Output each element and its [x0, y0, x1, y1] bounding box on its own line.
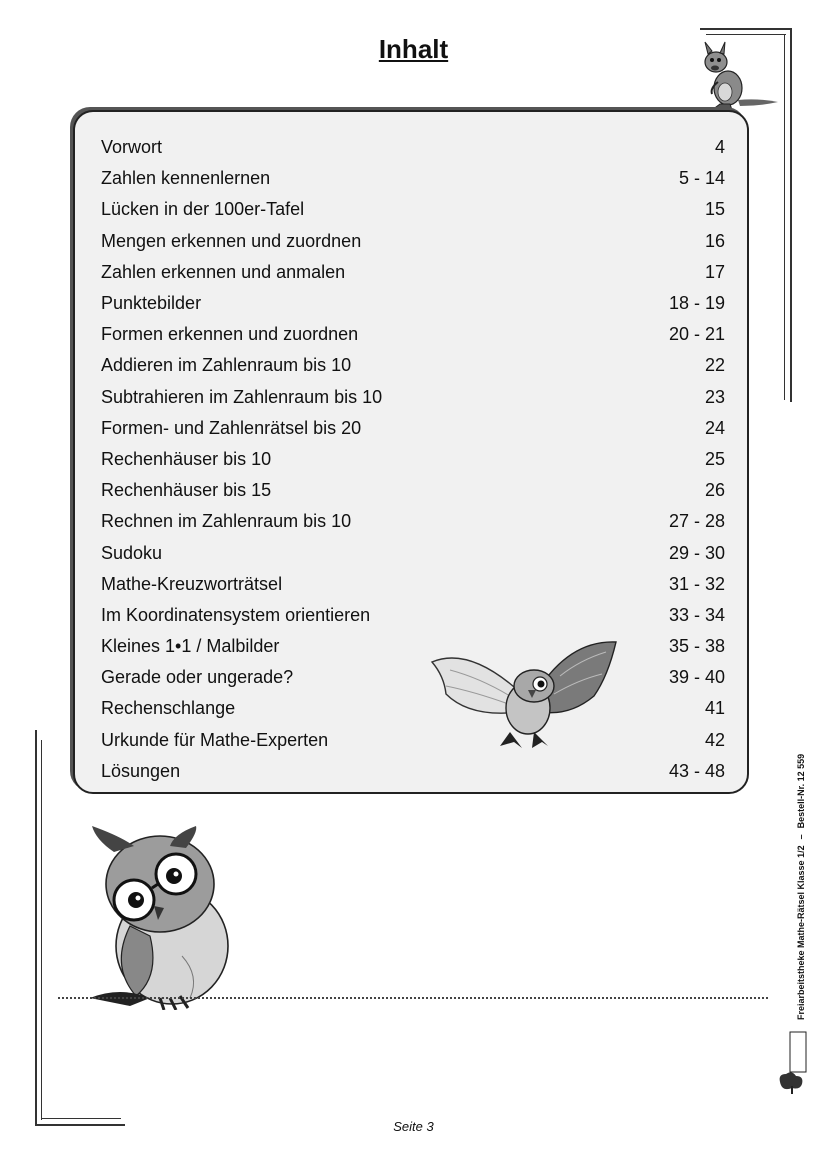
toc-entry-title: Formen- und Zahlenrätsel bis 20	[101, 417, 362, 438]
dotted-divider	[58, 997, 768, 999]
toc-entry-title: Im Koordinatensystem orientieren	[101, 604, 371, 625]
toc-entry-title: Punktebilder	[101, 293, 202, 314]
toc-entry-title: Vorwort	[101, 137, 163, 158]
kangaroo-illustration	[698, 40, 780, 112]
toc-entry	[101, 132, 725, 163]
toc-entry-title: Formen erkennen und zuordnen	[101, 324, 359, 345]
sidebar-product-info	[796, 720, 806, 1020]
toc-entry-page: 17	[704, 261, 725, 282]
sidebar-product-title: Freiarbeitstheke Mathe-Rätsel Klasse 1/2	[796, 845, 806, 1020]
frame-top-right-horizontal	[700, 28, 792, 30]
toc-entry-title: Zahlen kennenlernen	[101, 168, 271, 189]
toc-entry-page: 42	[704, 729, 725, 750]
toc-entry-page: 25	[704, 448, 725, 469]
toc-entry-title: Zahlen erkennen und anmalen	[101, 261, 346, 282]
table-of-contents-box	[73, 110, 749, 794]
toc-entry-page: 20 - 21	[668, 324, 725, 345]
publisher-logo	[774, 1030, 812, 1096]
toc-entry-page: 15	[704, 199, 725, 220]
toc-entry	[101, 226, 725, 257]
toc-entry	[101, 382, 725, 413]
frame-right-vertical-inner	[784, 34, 785, 400]
frame-left-vertical-inner	[41, 740, 42, 1120]
toc-entry	[101, 444, 725, 475]
toc-entry	[101, 506, 725, 537]
toc-entry	[101, 662, 725, 693]
toc-list	[101, 132, 725, 787]
frame-right-vertical	[790, 28, 792, 402]
toc-entry	[101, 350, 725, 381]
toc-entry	[101, 475, 725, 506]
toc-entry-page: 39 - 40	[668, 667, 725, 688]
toc-entry-page: 24	[704, 417, 725, 438]
toc-entry-page: 33 - 34	[668, 604, 725, 625]
toc-entry-page: 22	[704, 355, 725, 376]
sidebar-order-number: Bestell-Nr. 12 559	[796, 753, 806, 829]
sidebar-separator: –	[796, 834, 806, 840]
toc-entry-page: 5 - 14	[678, 168, 725, 189]
toc-entry-title: Rechenhäuser bis 15	[101, 480, 272, 501]
toc-entry-page: 23	[704, 386, 725, 407]
toc-entry	[101, 725, 725, 756]
toc-entry	[101, 163, 725, 194]
toc-entry-page: 29 - 30	[668, 542, 725, 563]
toc-entry-page: 26	[704, 480, 725, 501]
toc-entry	[101, 537, 725, 568]
toc-entry-title: Subtrahieren im Zahlenraum bis 10	[101, 386, 383, 407]
page-number-footer: Seite 3	[393, 1119, 434, 1134]
toc-entry-page: 43 - 48	[668, 760, 725, 781]
toc-entry-page: 41	[704, 698, 725, 719]
toc-entry-page: 27 - 28	[668, 511, 725, 532]
toc-entry	[101, 756, 725, 787]
toc-entry	[101, 194, 725, 225]
toc-entry-title: Gerade oder ungerade?	[101, 667, 294, 688]
toc-entry	[101, 569, 725, 600]
toc-entry-title: Sudoku	[101, 542, 163, 563]
toc-entry-title: Mengen erkennen und zuordnen	[101, 230, 362, 251]
toc-entry-page: 31 - 32	[668, 573, 725, 594]
toc-entry-title: Addieren im Zahlenraum bis 10	[101, 355, 352, 376]
toc-entry-title: Mathe-Kreuzworträtsel	[101, 573, 283, 594]
toc-entry-title: Lücken in der 100er-Tafel	[101, 199, 305, 220]
toc-entry-page: 16	[704, 230, 725, 251]
toc-entry	[101, 413, 725, 444]
toc-entry-title: Lösungen	[101, 760, 181, 781]
toc-entry	[101, 600, 725, 631]
toc-entry-page: 35 - 38	[668, 636, 725, 657]
toc-entry-title: Urkunde für Mathe-Experten	[101, 729, 329, 750]
frame-top-right-horizontal-inner	[706, 34, 786, 35]
toc-entry-page: 18 - 19	[668, 293, 725, 314]
toc-entry	[101, 288, 725, 319]
toc-entry-title: Kleines 1•1 / Malbilder	[101, 636, 280, 657]
toc-entry-page: 4	[714, 137, 725, 158]
toc-entry-title: Rechenschlange	[101, 698, 236, 719]
toc-entry-title: Rechenhäuser bis 10	[101, 448, 272, 469]
frame-left-vertical	[35, 730, 37, 1126]
toc-entry	[101, 319, 725, 350]
toc-entry	[101, 693, 725, 724]
toc-entry-title: Rechnen im Zahlenraum bis 10	[101, 511, 352, 532]
toc-entry	[101, 631, 725, 662]
toc-entry	[101, 257, 725, 288]
sitting-owl-illustration	[90, 826, 240, 1010]
page-title: Inhalt	[378, 34, 449, 64]
flying-owl-illustration	[430, 636, 618, 754]
